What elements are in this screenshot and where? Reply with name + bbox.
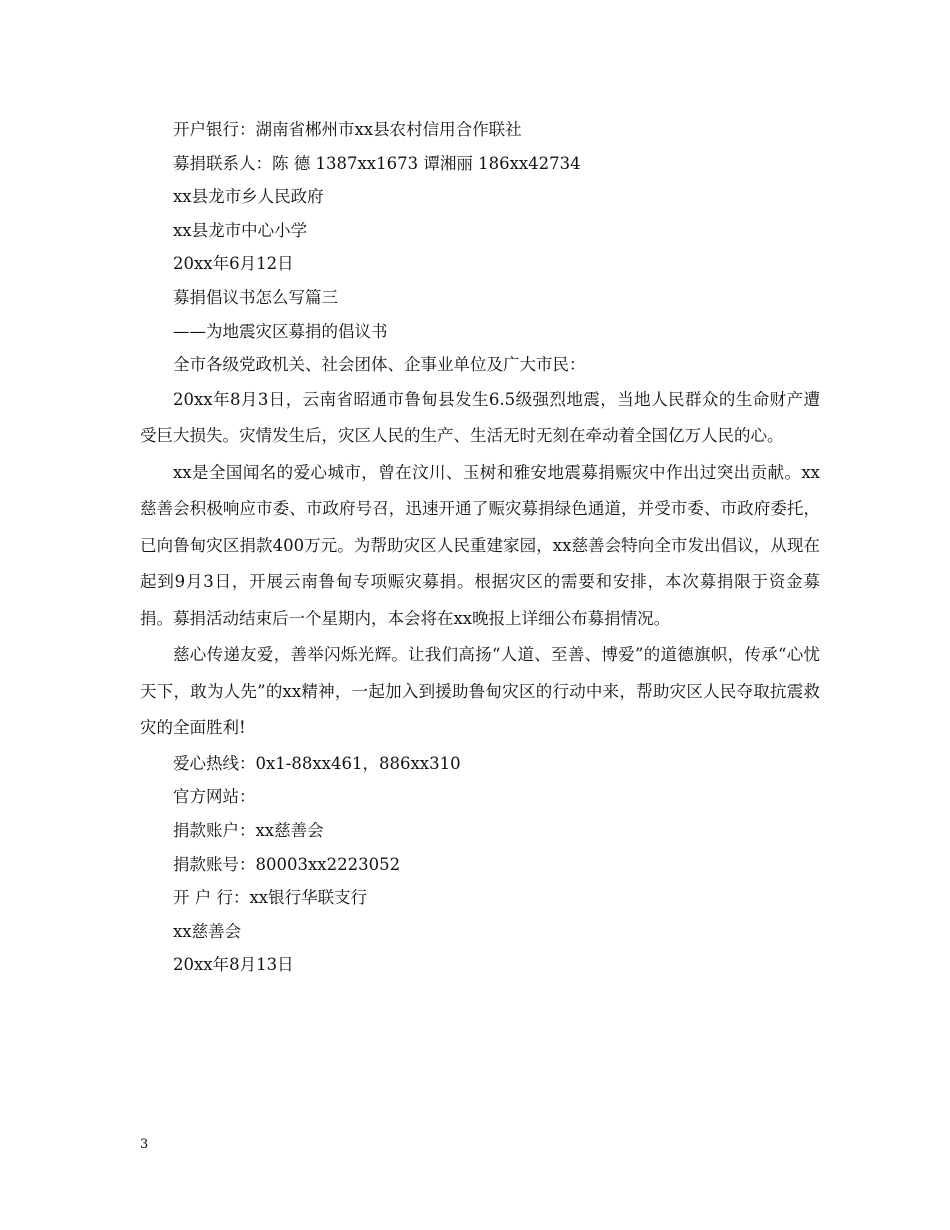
- paragraph-charity: xx是全国闻名的爱心城市，曾在汶川、玉树和雅安地震募捐赈灾中作出过突出贡献。xx慈善会积极响应市委、市政府号召，迅速开通了赈灾募捐绿色通道，并受市委、市政府委托，已向鲁甸灾区捐款400万元。为帮助灾区人民重建家园，xx慈善会特向全市发出倡议，从现在起到9月3日，开展云南鲁甸专项赈灾募捐。根据灾区的需要和安排，本次募捐限于资金募捐。募捐活动结束后一个星期内，本会将在xx晚报上详细公布募捐情况。: [140, 462, 820, 628]
- date-line-1: 20xx年6月12日: [173, 254, 294, 274]
- salutation: 全市各级党政机关、社会团体、企事业单位及广大市民：: [173, 355, 586, 375]
- section-title: 募捐倡议书怎么写篇三: [173, 287, 338, 307]
- document-body: [140, 113, 820, 982]
- issuer-school: xx县龙市中心小学: [173, 220, 308, 240]
- page-number: 3: [140, 1137, 149, 1152]
- hotline-line: 爱心热线：0x1-88xx461，886xx310: [173, 753, 461, 773]
- date-line-2: 20xx年8月13日: [173, 955, 294, 975]
- signature-org: xx慈善会: [173, 921, 242, 941]
- website-line: 官方网站：: [173, 787, 256, 807]
- contact-line: 募捐联系人：陈 德 1387xx1673 谭湘丽 186xx42734: [173, 153, 581, 173]
- account-name-line: 捐款账户：xx慈善会: [173, 820, 324, 840]
- bank-branch-line: 开 户 行：xx银行华联支行: [173, 888, 368, 908]
- account-number-line: 捐款账号：80003xx2223052: [173, 854, 401, 874]
- bank-line: 开户银行：湖南省郴州市xx县农村信用合作联社: [173, 120, 522, 139]
- paragraph-appeal: 慈心传递友爱，善举闪烁光辉。让我们高扬“人道、至善、博爱”的道德旗帜，传承“心忧天下，敢为人先”的xx精神，一起加入到援助鲁甸灾区的行动中来，帮助灾区人民夺取抗震救灾的全面胜利!: [140, 645, 820, 738]
- paragraph-earthquake: 20xx年8月3日，云南省昭通市鲁甸县发生6.5级强烈地震，当地人民群众的生命财产遭受巨大损失。灾情发生后，灾区人民的生产、生活无时无刻在牵动着全国亿万人民的心。: [140, 389, 820, 446]
- issuer-government: xx县龙市乡人民政府: [173, 187, 324, 207]
- section-subtitle: ——为地震灾区募捐的倡议书: [173, 321, 388, 341]
